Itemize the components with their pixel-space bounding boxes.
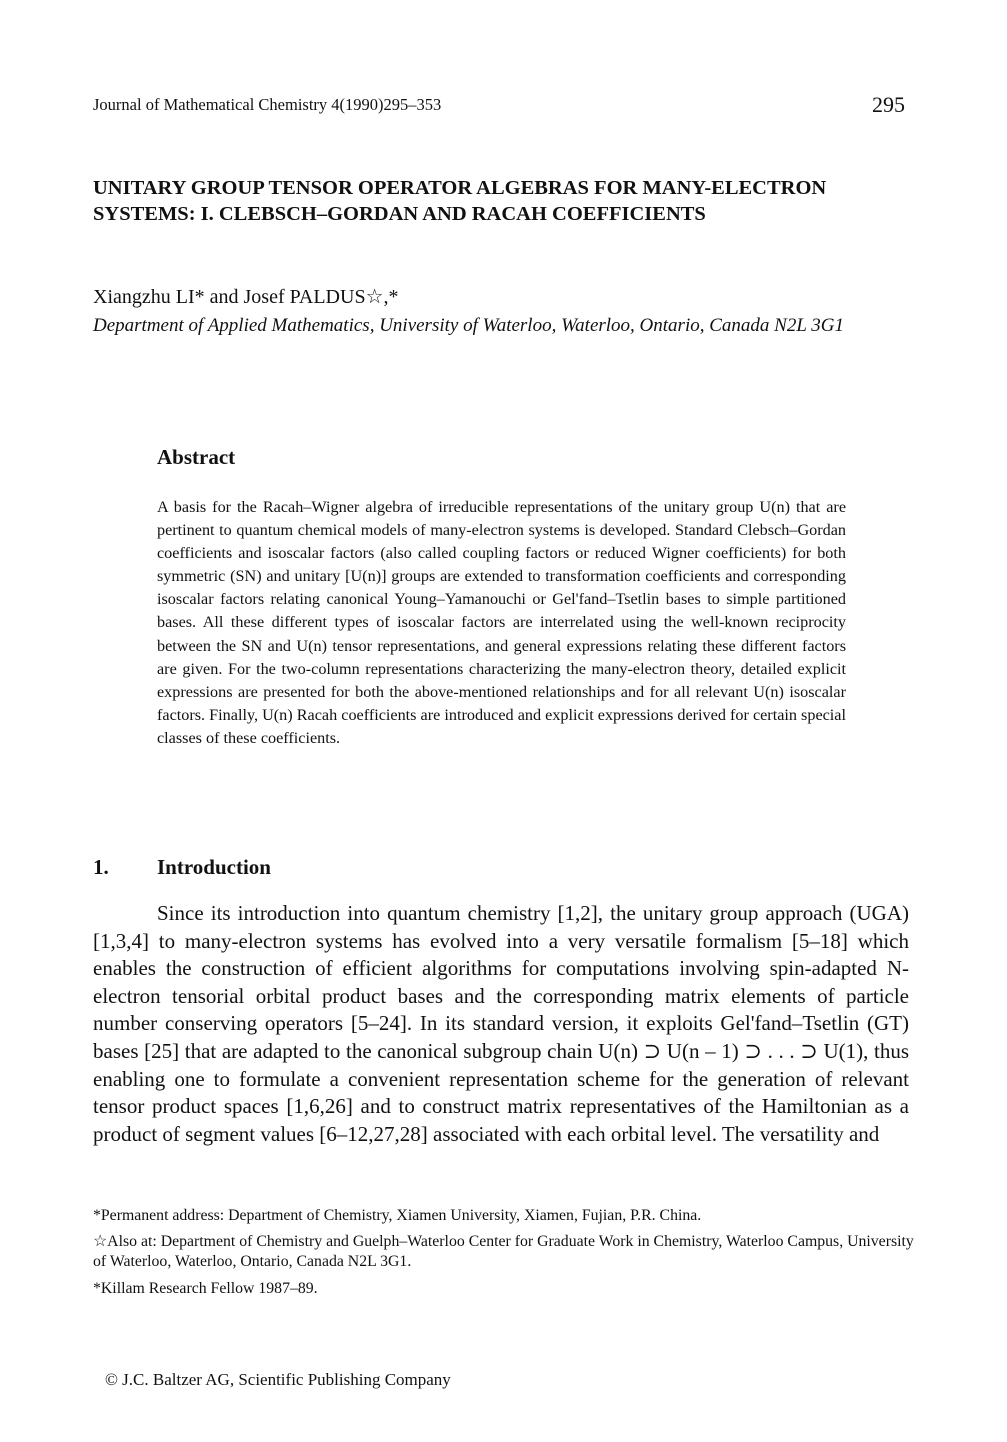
introduction-text: Since its introduction into quantum chemistry [1,2], the unitary group approach (UGA) [1,3,4] to many-electron systems has evolved into a very versatile formalism [5–18] which enables the construction of efficient algorithms for computations involving spin-adapted N-electron tensorial orbital product bases and the corresponding matrix elements of particle number conserving operators [5–24]. In its standard version, it exploits Gel'fand–Tsetlin (GT) bases [25] that are adapted to the canonical subgroup chain U(n) ⊃ U(n – 1) ⊃ . . . ⊃ U(1), thus enabling one to formulate a convenient representation scheme for the generation of relevant tensor product spaces [1,6,26] and to construct matrix representatives of the Hamiltonian as a product of segment values [6–12,27,28] associated with each orbital level. The versatility and [93,901,909,1146]
section-title: Introduction [157,855,271,879]
footnote-also-at: ☆Also at: Department of Chemistry and Guelph–Waterloo Center for Graduate Work in Chemistry, Waterloo Campus, University of Waterloo, Waterloo, Ontario, Canada N2L 3G1. [93,1233,914,1270]
abstract-text: A basis for the Racah–Wigner algebra of irreducible representations of the unitary group U(n) that are pertinent to quantum chemical models of many-electron systems is developed. Standard Clebsch–Gordan coefficients and isoscalar factors (also called coupling factors or reduced Wigner coefficients) for both symmetric (SN) and unitary [U(n)] groups are extended to transformation coefficients and corresponding isoscalar factors relating canonical Young–Yamanouchi or Gel'fand–Tsetlin bases to simple partitioned bases. All these different types of isoscalar factors are interrelated using the well-known reciprocity between the SN and U(n) tensor representations, and general expressions relating these different factors are given. For the two-column representations characterizing the many-electron theory, detailed explicit expressions are presented for both the above-mentioned relationships and for all relevant U(n) isoscalar factors. Finally, U(n) Racah coefficients are introduced and explicit expressions derived for certain special classes of these coefficients. [157,498,846,747]
abstract-heading: Abstract [157,445,236,469]
introduction-paragraph [93,900,909,1148]
footnote-killam: *Killam Research Fellow 1987–89. [93,1280,318,1297]
copyright-notice: © J.C. Baltzer AG, Scientific Publishing Company [105,1370,451,1389]
footnote-permanent-address: *Permanent address: Department of Chemistry, Xiamen University, Xiamen, Fujian, P.R. China. [93,1207,702,1224]
paper-title: UNITARY GROUP TENSOR OPERATOR ALGEBRAS FOR MANY-ELECTRON SYSTEMS: I. CLEBSCH–GORDAN AND RACAH COEFFICIENTS [93,177,827,225]
page-number: 295 [872,92,905,117]
authors: Xiangzhu LI* and Josef PALDUS☆,* [93,286,399,308]
section-number: 1. [93,855,109,879]
affiliation: Department of Applied Mathematics, University of Waterloo, Waterloo, Ontario, Canada N2L 3G1 [93,315,845,336]
journal-citation: Journal of Mathematical Chemistry 4(1990)295–353 [93,95,442,114]
